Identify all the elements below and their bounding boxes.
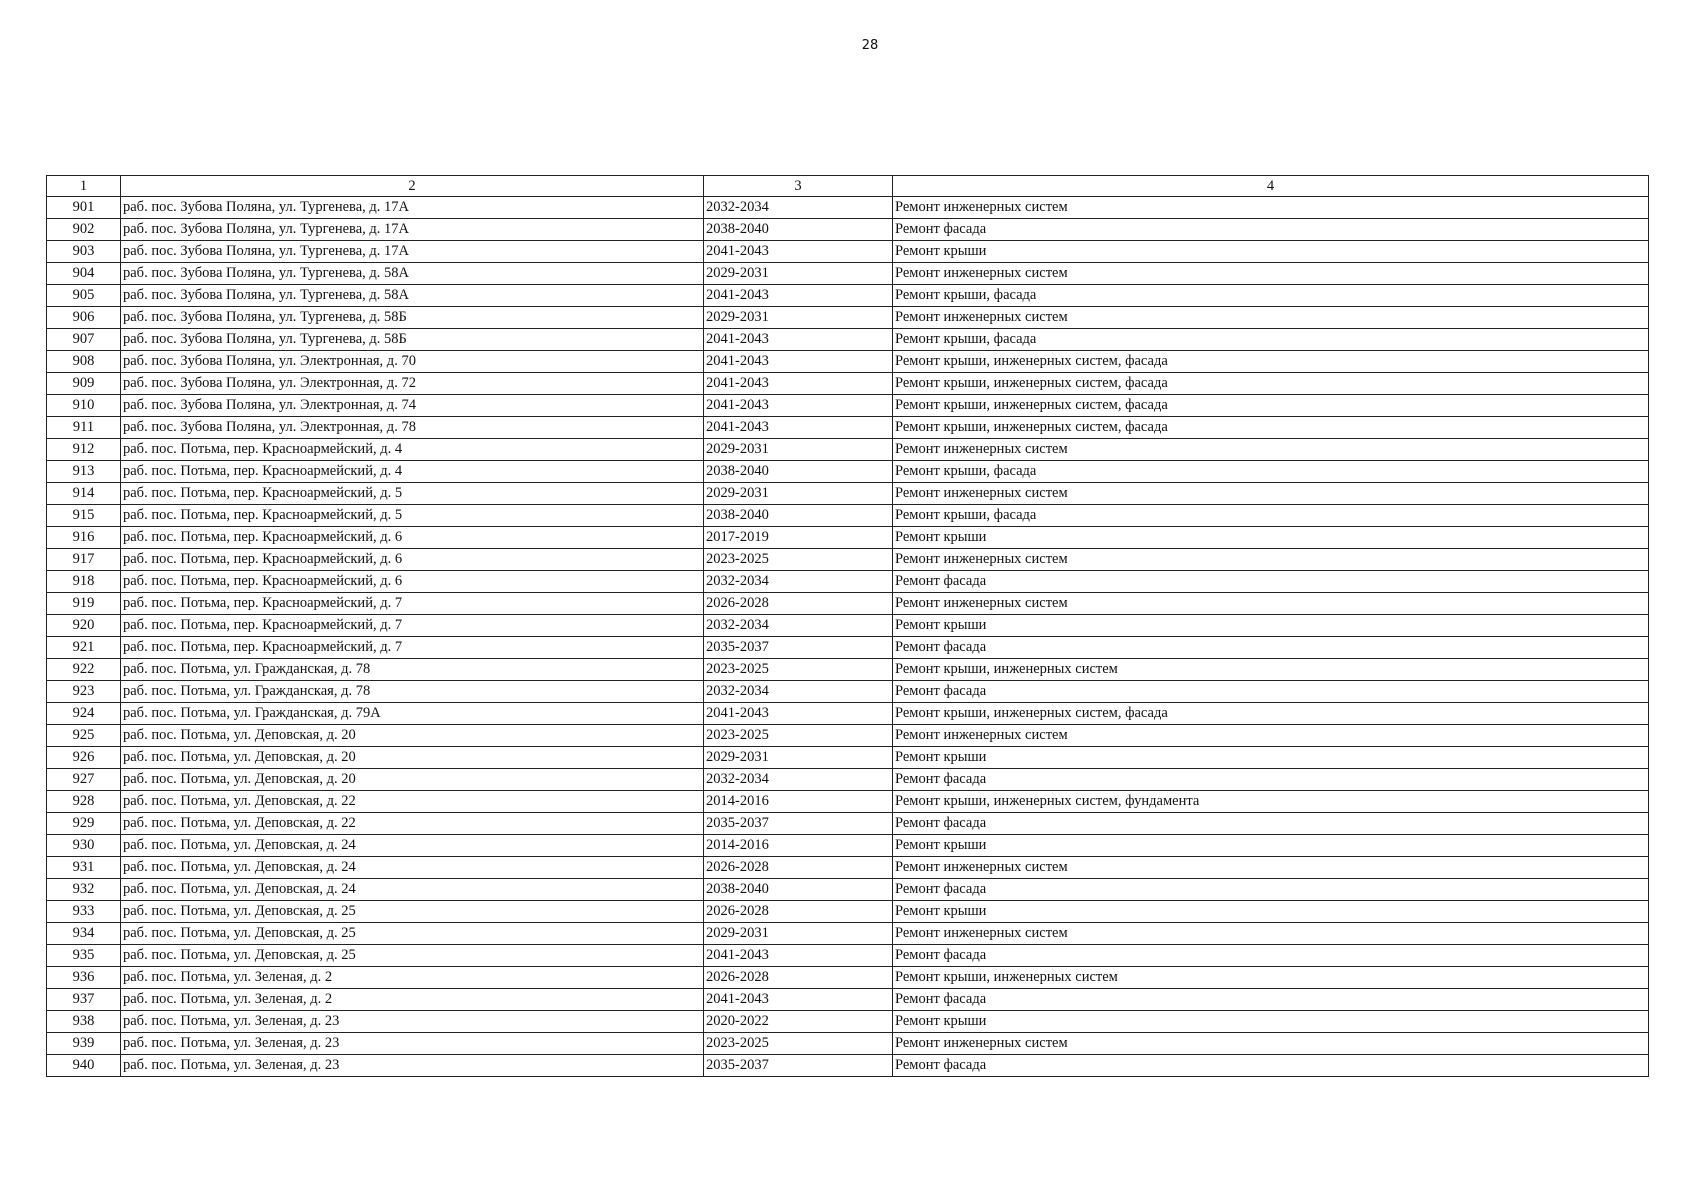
address-cell: раб. пос. Потьма, ул. Деповская, д. 25	[121, 901, 704, 923]
address-cell: раб. пос. Потьма, ул. Деповская, д. 22	[121, 813, 704, 835]
period-cell: 2041-2043	[704, 703, 893, 725]
row-number: 923	[47, 681, 121, 703]
header-col-2: 2	[121, 176, 704, 197]
row-number: 933	[47, 901, 121, 923]
table-row	[47, 439, 1649, 461]
address-cell: раб. пос. Потьма, ул. Деповская, д. 24	[121, 879, 704, 901]
table-row	[47, 791, 1649, 813]
table-row	[47, 1011, 1649, 1033]
table-row	[47, 725, 1649, 747]
address-cell: раб. пос. Зубова Поляна, ул. Тургенева, д. 17А	[121, 219, 704, 241]
row-number: 931	[47, 857, 121, 879]
row-number: 912	[47, 439, 121, 461]
table-row	[47, 549, 1649, 571]
work-type-cell: Ремонт фасада	[893, 879, 1649, 901]
work-type-cell: Ремонт крыши, инженерных систем, фундамента	[893, 791, 1649, 813]
header-col-4: 4	[893, 176, 1649, 197]
row-number: 932	[47, 879, 121, 901]
row-number: 921	[47, 637, 121, 659]
row-number: 936	[47, 967, 121, 989]
work-type-cell: Ремонт крыши	[893, 835, 1649, 857]
period-cell: 2035-2037	[704, 813, 893, 835]
address-cell: раб. пос. Потьма, ул. Зеленая, д. 2	[121, 967, 704, 989]
address-cell: раб. пос. Потьма, пер. Красноармейский, д. 7	[121, 593, 704, 615]
period-cell: 2041-2043	[704, 241, 893, 263]
row-number: 902	[47, 219, 121, 241]
address-cell: раб. пос. Зубова Поляна, ул. Тургенева, д. 58А	[121, 263, 704, 285]
work-type-cell: Ремонт крыши	[893, 241, 1649, 263]
period-cell: 2029-2031	[704, 483, 893, 505]
row-number: 904	[47, 263, 121, 285]
row-number: 930	[47, 835, 121, 857]
table-row	[47, 703, 1649, 725]
address-cell: раб. пос. Зубова Поляна, ул. Тургенева, д. 17А	[121, 197, 704, 219]
table-row	[47, 813, 1649, 835]
row-number: 919	[47, 593, 121, 615]
address-cell: раб. пос. Потьма, ул. Гражданская, д. 78	[121, 659, 704, 681]
address-cell: раб. пос. Зубова Поляна, ул. Электронная, д. 72	[121, 373, 704, 395]
row-number: 906	[47, 307, 121, 329]
table-row	[47, 417, 1649, 439]
work-type-cell: Ремонт фасада	[893, 1055, 1649, 1077]
work-type-cell: Ремонт крыши, инженерных систем, фасада	[893, 417, 1649, 439]
work-type-cell: Ремонт крыши	[893, 615, 1649, 637]
work-type-cell: Ремонт крыши, инженерных систем, фасада	[893, 703, 1649, 725]
work-type-cell: Ремонт фасада	[893, 681, 1649, 703]
header-col-1: 1	[47, 176, 121, 197]
period-cell: 2029-2031	[704, 747, 893, 769]
row-number: 935	[47, 945, 121, 967]
row-number: 915	[47, 505, 121, 527]
period-cell: 2029-2031	[704, 923, 893, 945]
work-type-cell: Ремонт крыши	[893, 527, 1649, 549]
period-cell: 2023-2025	[704, 725, 893, 747]
row-number: 908	[47, 351, 121, 373]
period-cell: 2026-2028	[704, 857, 893, 879]
address-cell: раб. пос. Потьма, ул. Гражданская, д. 79А	[121, 703, 704, 725]
address-cell: раб. пос. Потьма, ул. Деповская, д. 24	[121, 857, 704, 879]
work-type-cell: Ремонт фасада	[893, 813, 1649, 835]
work-type-cell: Ремонт инженерных систем	[893, 1033, 1649, 1055]
address-cell: раб. пос. Потьма, пер. Красноармейский, д. 5	[121, 483, 704, 505]
row-number: 929	[47, 813, 121, 835]
period-cell: 2017-2019	[704, 527, 893, 549]
work-type-cell: Ремонт инженерных систем	[893, 439, 1649, 461]
address-cell: раб. пос. Зубова Поляна, ул. Электронная, д. 74	[121, 395, 704, 417]
row-number: 939	[47, 1033, 121, 1055]
table-row	[47, 351, 1649, 373]
table-row	[47, 593, 1649, 615]
row-number: 925	[47, 725, 121, 747]
address-cell: раб. пос. Зубова Поляна, ул. Тургенева, д. 58А	[121, 285, 704, 307]
period-cell: 2035-2037	[704, 1055, 893, 1077]
period-cell: 2041-2043	[704, 351, 893, 373]
period-cell: 2029-2031	[704, 263, 893, 285]
address-cell: раб. пос. Потьма, ул. Деповская, д. 22	[121, 791, 704, 813]
table-row	[47, 461, 1649, 483]
table-row	[47, 373, 1649, 395]
period-cell: 2014-2016	[704, 835, 893, 857]
table-row	[47, 329, 1649, 351]
work-type-cell: Ремонт фасада	[893, 571, 1649, 593]
row-number: 927	[47, 769, 121, 791]
row-number: 940	[47, 1055, 121, 1077]
period-cell: 2038-2040	[704, 505, 893, 527]
row-number: 907	[47, 329, 121, 351]
table-row	[47, 857, 1649, 879]
row-number: 924	[47, 703, 121, 725]
period-cell: 2023-2025	[704, 659, 893, 681]
period-cell: 2014-2016	[704, 791, 893, 813]
address-cell: раб. пос. Потьма, ул. Деповская, д. 25	[121, 923, 704, 945]
row-number: 920	[47, 615, 121, 637]
period-cell: 2038-2040	[704, 461, 893, 483]
table-row	[47, 747, 1649, 769]
period-cell: 2032-2034	[704, 615, 893, 637]
period-cell: 2032-2034	[704, 197, 893, 219]
address-cell: раб. пос. Потьма, пер. Красноармейский, д. 4	[121, 461, 704, 483]
period-cell: 2041-2043	[704, 285, 893, 307]
row-number: 901	[47, 197, 121, 219]
work-type-cell: Ремонт крыши, фасада	[893, 505, 1649, 527]
row-number: 917	[47, 549, 121, 571]
row-number: 916	[47, 527, 121, 549]
row-number: 926	[47, 747, 121, 769]
table-header-row	[47, 176, 1649, 197]
address-cell: раб. пос. Потьма, пер. Красноармейский, д. 6	[121, 549, 704, 571]
work-type-cell: Ремонт крыши	[893, 747, 1649, 769]
period-cell: 2026-2028	[704, 967, 893, 989]
work-type-cell: Ремонт фасада	[893, 989, 1649, 1011]
table-row	[47, 395, 1649, 417]
table-row	[47, 1033, 1649, 1055]
address-cell: раб. пос. Потьма, ул. Деповская, д. 20	[121, 725, 704, 747]
row-number: 937	[47, 989, 121, 1011]
work-type-cell: Ремонт фасада	[893, 945, 1649, 967]
table-row	[47, 241, 1649, 263]
work-type-cell: Ремонт фасада	[893, 637, 1649, 659]
row-number: 911	[47, 417, 121, 439]
work-type-cell: Ремонт инженерных систем	[893, 549, 1649, 571]
repair-schedule-table	[46, 175, 1649, 1077]
work-type-cell: Ремонт крыши, фасада	[893, 285, 1649, 307]
table-row	[47, 1055, 1649, 1077]
address-cell: раб. пос. Зубова Поляна, ул. Тургенева, д. 58Б	[121, 307, 704, 329]
work-type-cell: Ремонт крыши, инженерных систем, фасада	[893, 351, 1649, 373]
period-cell: 2026-2028	[704, 593, 893, 615]
address-cell: раб. пос. Зубова Поляна, ул. Электронная, д. 78	[121, 417, 704, 439]
table-row	[47, 505, 1649, 527]
table-row	[47, 967, 1649, 989]
row-number: 928	[47, 791, 121, 813]
period-cell: 2023-2025	[704, 1033, 893, 1055]
address-cell: раб. пос. Потьма, ул. Деповская, д. 24	[121, 835, 704, 857]
table-row	[47, 263, 1649, 285]
period-cell: 2029-2031	[704, 439, 893, 461]
address-cell: раб. пос. Потьма, ул. Деповская, д. 25	[121, 945, 704, 967]
work-type-cell: Ремонт крыши	[893, 901, 1649, 923]
period-cell: 2032-2034	[704, 571, 893, 593]
page-number: 28	[861, 38, 879, 53]
row-number: 938	[47, 1011, 121, 1033]
table-row	[47, 615, 1649, 637]
address-cell: раб. пос. Потьма, пер. Красноармейский, д. 6	[121, 571, 704, 593]
table-row	[47, 945, 1649, 967]
work-type-cell: Ремонт инженерных систем	[893, 593, 1649, 615]
period-cell: 2041-2043	[704, 417, 893, 439]
period-cell: 2041-2043	[704, 989, 893, 1011]
period-cell: 2038-2040	[704, 219, 893, 241]
work-type-cell: Ремонт крыши, инженерных систем, фасада	[893, 373, 1649, 395]
period-cell: 2026-2028	[704, 901, 893, 923]
address-cell: раб. пос. Потьма, пер. Красноармейский, д. 5	[121, 505, 704, 527]
work-type-cell: Ремонт крыши, инженерных систем	[893, 659, 1649, 681]
row-number: 922	[47, 659, 121, 681]
row-number: 909	[47, 373, 121, 395]
work-type-cell: Ремонт крыши, инженерных систем	[893, 967, 1649, 989]
work-type-cell: Ремонт инженерных систем	[893, 197, 1649, 219]
table-row	[47, 923, 1649, 945]
table-row	[47, 307, 1649, 329]
work-type-cell: Ремонт крыши	[893, 1011, 1649, 1033]
row-number: 934	[47, 923, 121, 945]
address-cell: раб. пос. Зубова Поляна, ул. Тургенева, д. 58Б	[121, 329, 704, 351]
table-row	[47, 901, 1649, 923]
table-row	[47, 879, 1649, 901]
row-number: 905	[47, 285, 121, 307]
address-cell: раб. пос. Потьма, ул. Деповская, д. 20	[121, 769, 704, 791]
period-cell: 2035-2037	[704, 637, 893, 659]
header-col-3: 3	[704, 176, 893, 197]
period-cell: 2032-2034	[704, 769, 893, 791]
work-type-cell: Ремонт крыши, фасада	[893, 461, 1649, 483]
address-cell: раб. пос. Потьма, ул. Зеленая, д. 23	[121, 1011, 704, 1033]
work-type-cell: Ремонт крыши, инженерных систем, фасада	[893, 395, 1649, 417]
period-cell: 2029-2031	[704, 307, 893, 329]
table-row	[47, 219, 1649, 241]
address-cell: раб. пос. Зубова Поляна, ул. Электронная, д. 70	[121, 351, 704, 373]
work-type-cell: Ремонт фасада	[893, 769, 1649, 791]
work-type-cell: Ремонт фасада	[893, 219, 1649, 241]
address-cell: раб. пос. Зубова Поляна, ул. Тургенева, д. 17А	[121, 241, 704, 263]
address-cell: раб. пос. Потьма, пер. Красноармейский, д. 4	[121, 439, 704, 461]
table-row	[47, 681, 1649, 703]
work-type-cell: Ремонт инженерных систем	[893, 483, 1649, 505]
address-cell: раб. пос. Потьма, ул. Гражданская, д. 78	[121, 681, 704, 703]
period-cell: 2038-2040	[704, 879, 893, 901]
work-type-cell: Ремонт инженерных систем	[893, 263, 1649, 285]
period-cell: 2041-2043	[704, 373, 893, 395]
table-row	[47, 659, 1649, 681]
row-number: 913	[47, 461, 121, 483]
period-cell: 2032-2034	[704, 681, 893, 703]
work-type-cell: Ремонт инженерных систем	[893, 725, 1649, 747]
work-type-cell: Ремонт инженерных систем	[893, 307, 1649, 329]
address-cell: раб. пос. Потьма, ул. Зеленая, д. 23	[121, 1033, 704, 1055]
table-row	[47, 285, 1649, 307]
table-row	[47, 483, 1649, 505]
table-row	[47, 571, 1649, 593]
work-type-cell: Ремонт инженерных систем	[893, 923, 1649, 945]
table-body	[47, 197, 1649, 1077]
row-number: 918	[47, 571, 121, 593]
table-row	[47, 197, 1649, 219]
period-cell: 2041-2043	[704, 945, 893, 967]
work-type-cell: Ремонт крыши, фасада	[893, 329, 1649, 351]
address-cell: раб. пос. Потьма, пер. Красноармейский, д. 7	[121, 637, 704, 659]
row-number: 903	[47, 241, 121, 263]
address-cell: раб. пос. Потьма, ул. Деповская, д. 20	[121, 747, 704, 769]
address-cell: раб. пос. Потьма, пер. Красноармейский, д. 6	[121, 527, 704, 549]
period-cell: 2041-2043	[704, 395, 893, 417]
table-row	[47, 527, 1649, 549]
table-row	[47, 769, 1649, 791]
period-cell: 2023-2025	[704, 549, 893, 571]
period-cell: 2041-2043	[704, 329, 893, 351]
address-cell: раб. пос. Потьма, ул. Зеленая, д. 23	[121, 1055, 704, 1077]
work-type-cell: Ремонт инженерных систем	[893, 857, 1649, 879]
address-cell: раб. пос. Потьма, пер. Красноармейский, д. 7	[121, 615, 704, 637]
table-row	[47, 637, 1649, 659]
address-cell: раб. пос. Потьма, ул. Зеленая, д. 2	[121, 989, 704, 1011]
table-row	[47, 835, 1649, 857]
period-cell: 2020-2022	[704, 1011, 893, 1033]
table-row	[47, 989, 1649, 1011]
row-number: 910	[47, 395, 121, 417]
row-number: 914	[47, 483, 121, 505]
